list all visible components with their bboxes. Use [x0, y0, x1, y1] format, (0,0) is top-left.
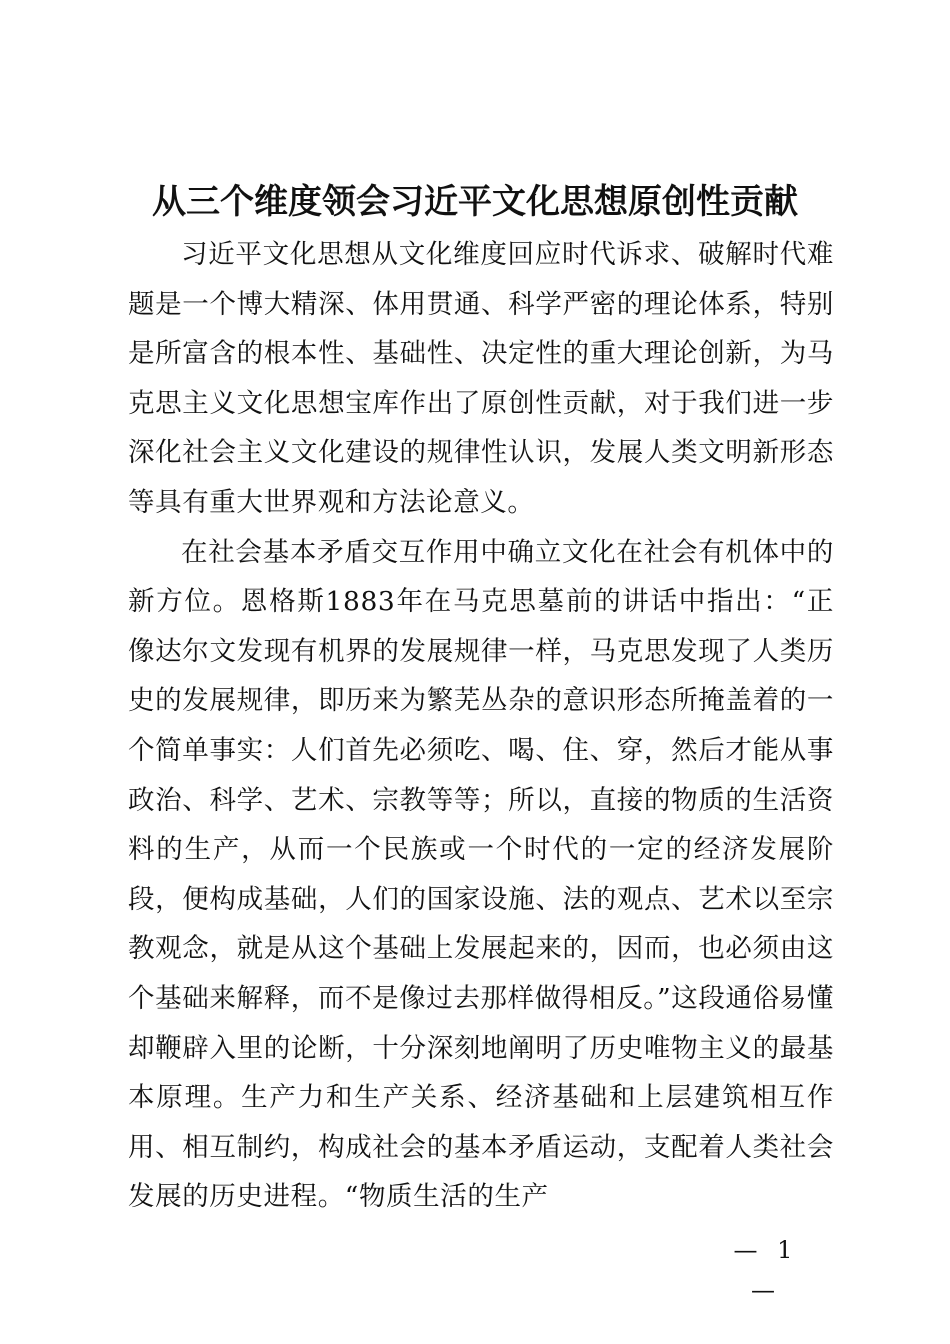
page-number: — 1 — [733, 1236, 799, 1304]
paragraph-2: 在社会基本矛盾交互作用中确立文化在社会有机体中的新方位。恩格斯1883年在马克思墓前的讲话中指出：“正像达尔文发现有机界的发展规律一样，马克思发现了人类历史的发展规律，即历来为繁芜丛杂的意识形态所掩盖着的一个简单事实：人们首先必须吃、喝、住、穿，然后才能从事政治、科学、艺术、宗教等等；所以，直接的物质的生活资料的生产，从而一个民族或一个时代的一定的经济发展阶段，便构成基础，人们的国家设施、法的观点、艺术以至宗教观念，就是从这个基础上发展起来的，因而，也必须由这个基础来解释，而不是像过去那样做得相反。”这段通俗易懂却鞭辟入里的论断，十分深刻地阐明了历史唯物主义的最基本原理。生产力和生产关系、经济基础和上层建筑相互作用、相互制约，构成社会的基本矛盾运动，支配着人类社会发展的历史进程。“物质生活的生产 [128, 536, 834, 1213]
document-body [128, 230, 834, 1222]
paragraph-1: 习近平文化思想从文化维度回应时代诉求、破解时代难题是一个博大精深、体用贯通、科学严密的理论体系，特别是所富含的根本性、基础性、决定性的重大理论创新，为马克思主义文化思想宝库作出了原创性贡献，对于我们进一步深化社会主义文化建设的规律性认识，发展人类文明新形态等具有重大世界观和方法论意义。 [128, 239, 834, 518]
document-title: 从三个维度领会习近平文化思想原创性贡献 [152, 182, 798, 222]
